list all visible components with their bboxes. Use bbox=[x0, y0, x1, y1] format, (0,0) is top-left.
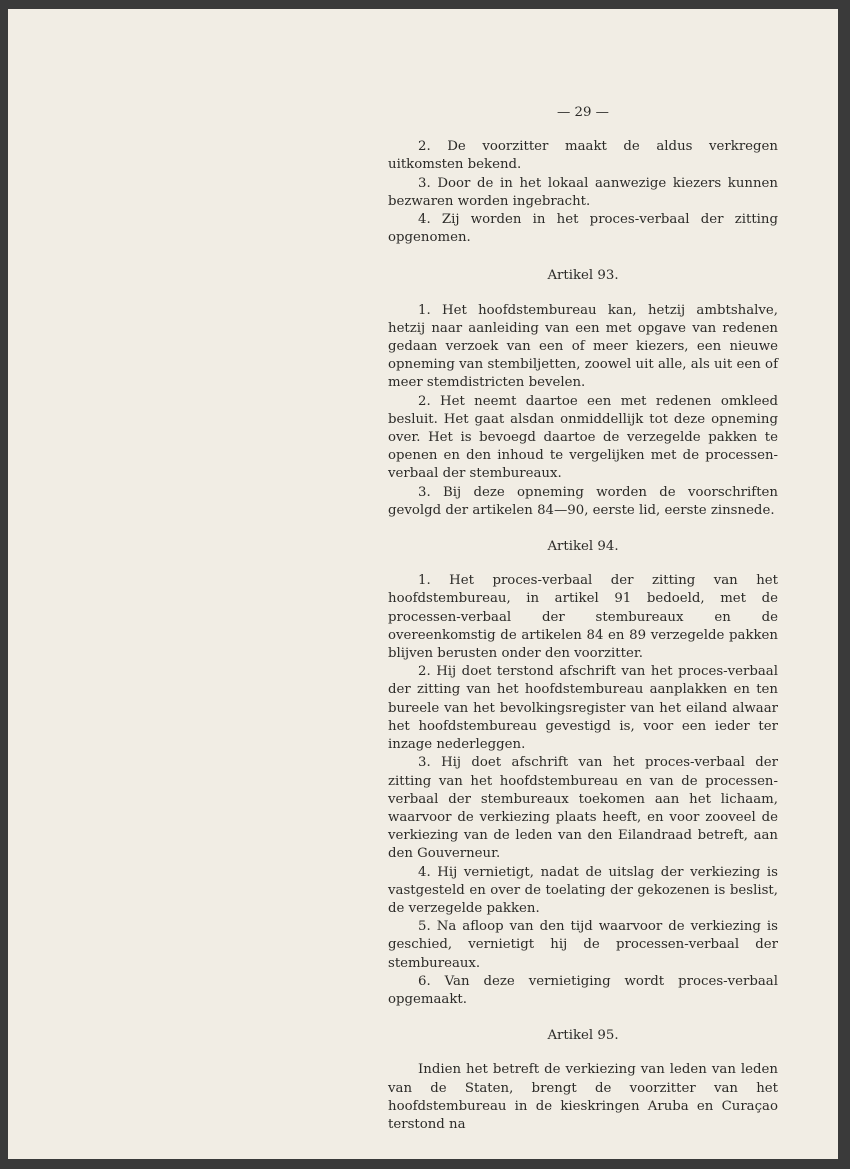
paragraph: 2. Hij doet terstond afschrift van het proces-verbaal der zitting van het hoofdstembureau aanplakken en ten bureele van het bevolkingsregister van het eiland alwaar het hoofdstembureau gevestigd is, voor een ieder ter inzage nederleggen. bbox=[388, 664, 778, 753]
article-93-title: Artikel 93. bbox=[547, 268, 619, 284]
paragraph: 4. Zij worden in het proces-verbaal der zitting opgenomen. bbox=[388, 212, 778, 246]
article-94-title: Artikel 94. bbox=[547, 539, 619, 555]
article-95-title: Artikel 95. bbox=[547, 1028, 619, 1044]
paragraph: 2. Het neemt daartoe een met redenen omkleed besluit. Het gaat alsdan onmiddellijk tot deze opneming over. Het is bevoegd daartoe de verzegelde pakken te openen en den inhoud te vergelijken met de processen-verbaal der stembureaux. bbox=[388, 393, 778, 482]
page-text bbox=[388, 104, 778, 1134]
article-93-body bbox=[388, 302, 778, 520]
paragraph: 6. Van deze vernietiging wordt proces-verbaal opgemaakt. bbox=[388, 973, 778, 1007]
article-94-body bbox=[388, 572, 778, 1009]
paragraph: 1. Het hoofdstembureau kan, hetzij ambtshalve, hetzij naar aanleiding van een met opgave van redenen gedaan verzoek van een of meer kiezers, een nieuwe opneming van stembiljetten, zoowel uit alle, als uit een of meer stemdistricten bevelen. bbox=[388, 302, 778, 391]
intro-section bbox=[388, 138, 778, 247]
paragraph: Indien het betreft de verkiezing van leden van leden van de Staten, brengt de voorzitter van het hoofdstembureau in de kieskringen Aruba en Curaçao terstond na bbox=[388, 1062, 778, 1132]
paragraph: 3. Bij deze opneming worden de voorschriften gevolgd der artikelen 84—90, eerste lid, eerste zinsnede. bbox=[388, 484, 778, 518]
paragraph: 2. De voorzitter maakt de aldus verkregen uitkomsten bekend. bbox=[388, 139, 778, 173]
paragraph: 4. Hij vernietigt, nadat de uitslag der verkiezing is vastgesteld en over de toelating der gekozenen is beslist, de verzegelde pakken. bbox=[388, 864, 778, 916]
paragraph: 5. Na afloop van den tijd waarvoor de verkiezing is geschied, vernietigt hij de processen-verbaal der stembureaux. bbox=[388, 919, 778, 971]
page-number: — 29 — bbox=[557, 105, 609, 120]
paragraph: 1. Het proces-verbaal der zitting van het hoofdstembureau, in artikel 91 bedoeld, met de processen-verbaal der stembureaux en de overeenkomstig de artikelen 84 en 89 verzegelde pakken blijven berusten onder den voorzitter. bbox=[388, 573, 778, 662]
paragraph: 3. Door de in het lokaal aanwezige kiezers kunnen bezwaren worden ingebracht. bbox=[388, 175, 778, 209]
article-95-body bbox=[388, 1061, 778, 1134]
document-page bbox=[8, 9, 838, 1159]
paragraph: 3. Hij doet afschrift van het proces-verbaal der zitting van het hoofdstembureau en van de processen-verbaal der stembureaux toekomen aan het lichaam, waarvoor de verkiezing plaats heeft, en voor zooveel de verkiezing van de leden van den Eilandraad betreft, aan den Gouverneur. bbox=[388, 755, 778, 862]
